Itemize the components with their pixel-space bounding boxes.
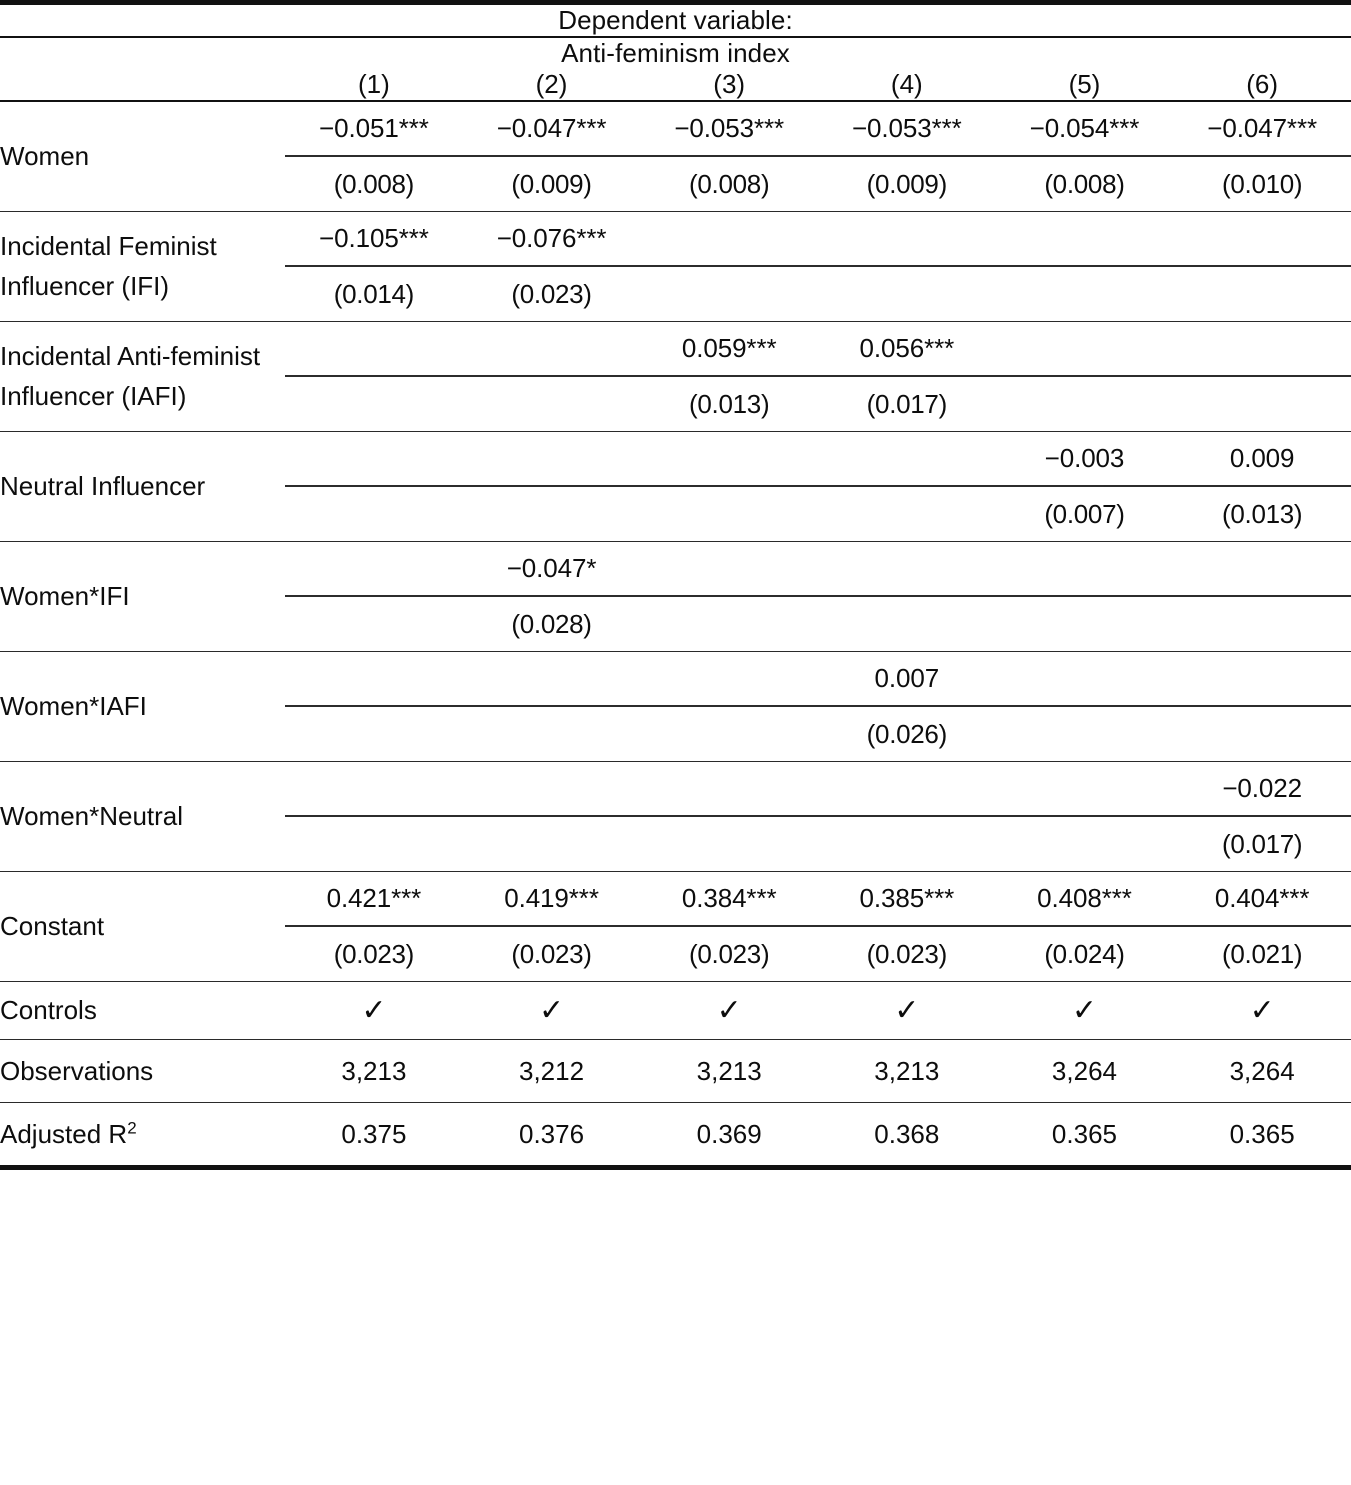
variable-label: Women*IFI [0, 580, 130, 611]
std-error-cell: (0.017) [1222, 828, 1303, 859]
std-error-cell: (0.024) [1044, 938, 1125, 969]
coefficient-cell [818, 432, 996, 485]
controls-label: Controls [0, 995, 97, 1025]
coefficient-cell [640, 432, 818, 485]
coefficient-cell: 0.059*** [681, 333, 777, 363]
coefficient-cell [285, 542, 463, 595]
model-number-header-row [0, 69, 1351, 101]
adjusted-r2-value-6: 0.365 [1229, 1118, 1295, 1149]
std-error-cell [640, 267, 818, 322]
coefficient-cell [1173, 212, 1351, 265]
coefficient-cell: 0.421*** [326, 883, 422, 913]
coefficient-cell: −0.053*** [851, 113, 962, 143]
coefficient-cell [640, 212, 818, 265]
std-error-cell: (0.008) [333, 168, 415, 199]
coefficient-cell: −0.047*** [496, 113, 607, 143]
coefficient-cell [818, 212, 996, 265]
coefficient-cell: 0.009 [1229, 443, 1295, 473]
controls-row [0, 982, 1351, 1040]
observations-value-2: 3,212 [519, 1055, 585, 1086]
coefficient-cell [463, 762, 641, 815]
variable-label: Incidental Feminist Influencer (IFI) [0, 230, 217, 301]
coefficient-cell: −0.003 [1044, 443, 1125, 473]
variable-label: Women*IAFI [0, 690, 147, 721]
std-error-cell [818, 597, 996, 652]
coefficient-cell [1173, 322, 1351, 375]
std-error-cell [1173, 597, 1351, 652]
variable-label: Constant [0, 910, 105, 941]
std-error-cell [285, 487, 463, 542]
coefficient-cell [640, 652, 818, 705]
std-error-cell: (0.021) [1222, 938, 1303, 969]
observations-value-5: 3,264 [1051, 1055, 1117, 1086]
variable-label: Neutral Influencer [0, 470, 206, 501]
adjusted-r2-value-3: 0.369 [696, 1118, 762, 1149]
observations-value-3: 3,213 [696, 1055, 762, 1086]
coefficient-cell [463, 432, 641, 485]
std-error-cell: (0.010) [1222, 168, 1303, 199]
coefficient-cell: 0.408*** [1037, 883, 1132, 913]
coefficient-cell: −0.054*** [1029, 113, 1140, 143]
dependent-variable-label: Dependent variable: [558, 5, 793, 35]
variable-label: Women*Neutral [0, 800, 184, 831]
variable-coefficient-row [0, 322, 1351, 375]
model-header-4: (4) [890, 69, 923, 99]
coefficient-cell [818, 762, 996, 815]
coefficient-cell [463, 322, 641, 375]
std-error-cell: (0.009) [866, 168, 947, 199]
variable-coefficient-row [0, 872, 1351, 925]
std-error-cell: (0.013) [1222, 498, 1303, 529]
observations-value-6: 3,264 [1229, 1055, 1295, 1086]
coefficient-cell [285, 762, 463, 815]
model-header-2: (2) [535, 69, 568, 99]
coefficient-cell: −0.053*** [674, 113, 785, 143]
std-error-cell [285, 377, 463, 432]
coefficient-cell: −0.076*** [496, 223, 607, 253]
controls-check-1: ✓ [361, 994, 387, 1027]
adjusted-r2-label-text: Adjusted R [0, 1118, 128, 1149]
std-error-cell: (0.023) [866, 938, 947, 969]
coefficient-cell [640, 762, 818, 815]
std-error-cell [1173, 377, 1351, 432]
std-error-cell [1173, 707, 1351, 762]
std-error-cell: (0.007) [1044, 498, 1125, 529]
coefficient-cell: −0.047* [506, 553, 597, 583]
std-error-cell [463, 377, 641, 432]
dependent-variable-name-row [0, 38, 1351, 69]
std-error-cell [996, 267, 1174, 322]
coefficient-cell [1173, 652, 1351, 705]
adjusted-r2-label [0, 1103, 285, 1166]
coefficient-cell [640, 542, 818, 595]
coefficient-cell: 0.056*** [859, 333, 955, 363]
adjusted-r2-value-5: 0.365 [1051, 1118, 1117, 1149]
variable-coefficient-row [0, 212, 1351, 265]
coefficient-cell [1173, 542, 1351, 595]
std-error-cell [285, 817, 463, 872]
std-error-cell: (0.017) [866, 388, 947, 419]
adjusted-r2-superscript: 2 [127, 1117, 137, 1137]
coefficient-cell: 0.419*** [504, 883, 599, 913]
model-header-3: (3) [713, 69, 746, 99]
coefficient-cell [285, 322, 463, 375]
coefficient-cell [996, 322, 1174, 375]
std-error-cell: (0.023) [333, 938, 415, 969]
std-error-cell: (0.008) [689, 168, 770, 199]
coefficient-cell [996, 652, 1174, 705]
rule-bottom-outer [0, 1169, 1351, 1171]
std-error-cell [996, 377, 1174, 432]
variable-coefficient-row [0, 542, 1351, 595]
model-header-spacer [0, 69, 285, 101]
coefficient-cell [285, 652, 463, 705]
observations-value-4: 3,213 [874, 1055, 940, 1086]
variable-coefficient-row [0, 102, 1351, 155]
adjusted-r2-value-1: 0.375 [341, 1118, 407, 1149]
model-header-6: (6) [1246, 69, 1279, 99]
coefficient-cell: −0.047*** [1207, 113, 1317, 143]
variable-coefficient-row [0, 432, 1351, 485]
coefficient-cell [996, 212, 1174, 265]
std-error-cell [818, 267, 996, 322]
coefficient-cell: 0.404*** [1214, 883, 1310, 913]
std-error-cell: (0.013) [689, 388, 770, 419]
coefficient-cell [285, 432, 463, 485]
controls-check-2: ✓ [538, 994, 565, 1027]
adjusted-r2-value-4: 0.368 [874, 1118, 940, 1149]
variable-label: Incidental Anti-feminist Influencer (IAFI) [0, 340, 261, 411]
observations-value-1: 3,213 [341, 1055, 407, 1086]
std-error-cell [463, 817, 641, 872]
variable-label: Women [0, 140, 90, 171]
coefficient-cell [818, 542, 996, 595]
coefficient-cell: −0.105*** [319, 223, 429, 253]
std-error-cell [996, 597, 1174, 652]
std-error-cell: (0.028) [511, 608, 592, 639]
controls-check-6: ✓ [1249, 994, 1275, 1027]
model-header-5: (5) [1068, 69, 1101, 99]
std-error-cell [640, 597, 818, 652]
std-error-cell [818, 817, 996, 872]
dependent-variable-header-row [0, 5, 1351, 37]
std-error-cell: (0.009) [511, 168, 592, 199]
coefficient-cell [996, 542, 1174, 595]
model-header-1: (1) [358, 69, 390, 99]
adjusted-r2-row [0, 1103, 1351, 1166]
observations-label: Observations [0, 1055, 154, 1086]
summary-stats-body [0, 982, 1351, 1170]
std-error-cell [640, 487, 818, 542]
coefficient-cell [996, 762, 1174, 815]
std-error-cell: (0.023) [511, 938, 592, 969]
adjusted-r2-value-2: 0.376 [519, 1118, 585, 1149]
std-error-cell: (0.008) [1044, 168, 1125, 199]
coefficient-cell: −0.022 [1222, 773, 1302, 803]
coefficient-cell: 0.007 [874, 663, 940, 693]
std-error-cell [996, 817, 1174, 872]
dependent-variable-name: Anti-feminism index [561, 38, 790, 68]
variable-coefficient-row [0, 762, 1351, 815]
std-error-cell [463, 487, 641, 542]
std-error-cell [463, 707, 641, 762]
std-error-cell: (0.026) [866, 718, 947, 749]
std-error-cell: (0.023) [511, 278, 592, 309]
variable-rows-body [0, 102, 1351, 982]
coefficient-cell: −0.051*** [319, 113, 429, 143]
std-error-cell [285, 707, 463, 762]
std-error-cell: (0.014) [333, 278, 415, 309]
std-error-cell [996, 707, 1174, 762]
observations-row [0, 1040, 1351, 1103]
controls-check-4: ✓ [894, 994, 920, 1027]
coefficient-cell [463, 652, 641, 705]
std-error-cell [285, 597, 463, 652]
variable-coefficient-row [0, 652, 1351, 705]
std-error-cell: (0.023) [689, 938, 770, 969]
std-error-cell [640, 707, 818, 762]
coefficient-cell: 0.385*** [859, 883, 955, 913]
controls-check-3: ✓ [716, 994, 742, 1027]
std-error-cell [818, 487, 996, 542]
std-error-cell [1173, 267, 1351, 322]
std-error-cell [640, 817, 818, 872]
controls-check-5: ✓ [1071, 994, 1098, 1027]
coefficient-cell: 0.384*** [681, 883, 777, 913]
